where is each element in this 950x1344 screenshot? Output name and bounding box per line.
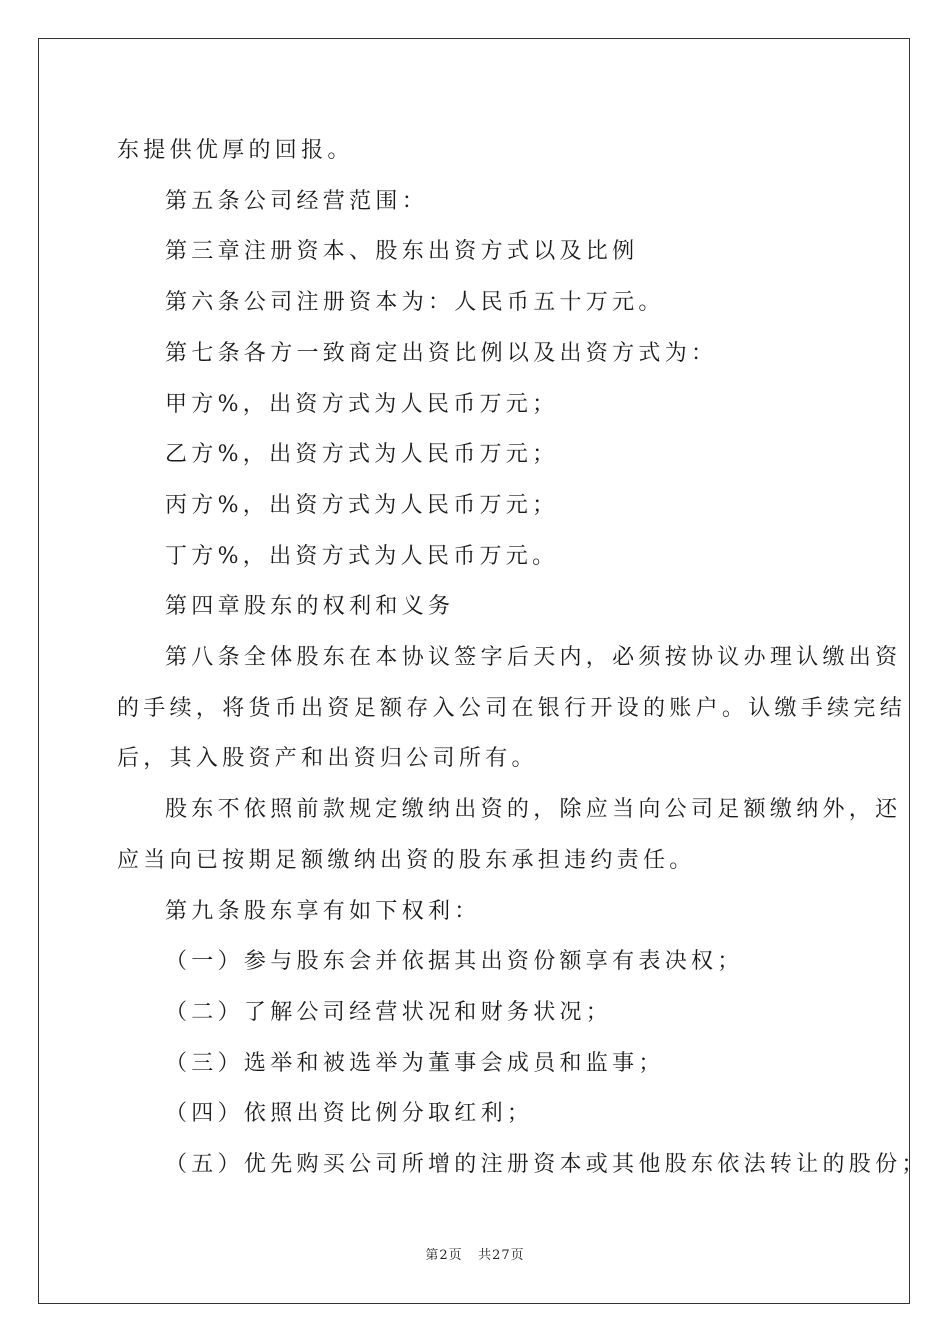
text-line: 丁方%，出资方式为人民币万元。 (165, 543, 559, 569)
text-line: 应当向已按期足额缴纳出资的股东承担违约责任。 (117, 847, 696, 873)
list-item: （三）选举和被选举为董事会成员和监事； (165, 1050, 665, 1076)
text-line: 丙方%，出资方式为人民币万元； (165, 492, 559, 518)
list-item: （一）参与股东会并依据其出资份额享有表决权； (165, 949, 744, 975)
text-line: 第九条股东享有如下权利： (165, 898, 481, 924)
text-line: 股东不依照前款规定缴纳出资的，除应当向公司足额缴纳外，还 (165, 797, 902, 823)
list-item: （五）优先购买公司所增的注册资本或其他股东依法转让的股份； (165, 1152, 928, 1178)
text-line: 第五条公司经营范围： (165, 188, 429, 214)
text-line: 东提供优厚的回报。 (117, 138, 354, 163)
document-body (117, 126, 928, 1191)
page-footer (0, 1244, 950, 1263)
page-number: 第2页 (425, 1248, 463, 1263)
text-line: 第七条各方一致商定出资比例以及出资方式为： (165, 340, 718, 366)
list-item: （二）了解公司经营状况和财务状况； (165, 999, 613, 1025)
list-item: （四）依照出资比例分取红利； (165, 1101, 534, 1127)
text-line: 第六条公司注册资本为：人民币五十万元。 (165, 290, 665, 316)
text-line: 的手续，将货币出资足额存入公司在银行开设的账户。认缴手续完结 (117, 695, 907, 721)
text-line: 乙方%，出资方式为人民币万元； (165, 442, 559, 468)
page-total: 共27页 (478, 1248, 525, 1263)
text-line: 第八条全体股东在本协议签字后天内，必须按协议办理认缴出资 (165, 645, 902, 671)
chapter-heading: 第四章股东的权利和义务 (165, 594, 455, 620)
chapter-heading: 第三章注册资本、股东出资方式以及比例 (165, 239, 639, 265)
text-line: 甲方%，出资方式为人民币万元； (165, 391, 559, 417)
text-line: 后，其入股资产和出资归公司所有。 (117, 746, 538, 772)
